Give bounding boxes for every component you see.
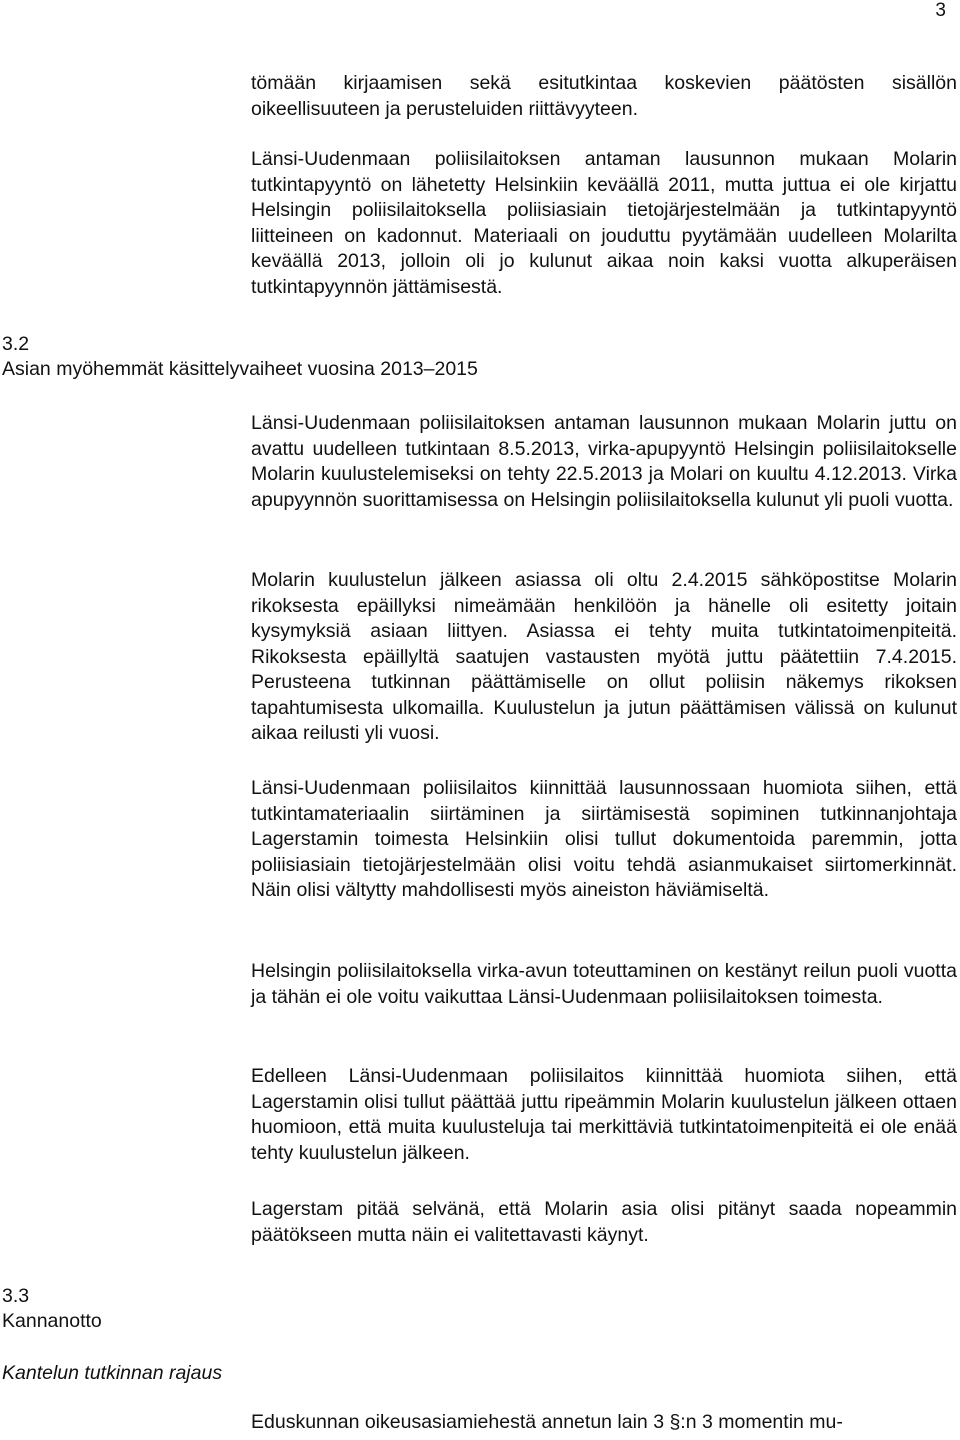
page-number: 3 [935,0,946,21]
paragraph-lagerstam-view: Lagerstam pitää selvänä, että Molarin asia olisi pitänyt saada nopeammin päätökseen mutta näin ei valitettavasti käynyt. [251,1198,957,1246]
section-number-3-3: 3.3 [2,1285,30,1307]
paragraph-reopened-investigation: Länsi-Uudenmaan poliisilaitoksen antaman lausunnon mukaan Molarin juttu on avattu uudelleen tutkintaan 8.5.2013, virka-apupyyntö Helsingin poliisilaitokselle Molarin kuulustelemiseksi on tehty 22.5.2013 ja Molari on kuultu 4.12.2013. Virka apupyynnön suorittamisessa on Helsingin poliisilaitoksella kulunut yli puoli vuotta. [251,412,957,511]
section-title-3-3: Kannanotto [2,1310,102,1332]
subheading-complaint-scope: Kantelun tutkinnan rajaus [2,1362,223,1384]
paragraph-ombudsman-act: Eduskunnan oikeusasiamiehestä annetun lain 3 §:n 3 momentin mu- [251,1411,843,1433]
paragraph-lansi-uusimaa-statement: Länsi-Uudenmaan poliisilaitoksen antaman lausunnon mukaan Molarin tutkintapyyntö on lähetetty Helsinkiin keväällä 2011, mutta juttua ei ole kirjattu Helsingin poliisilaitoksella poliisiasiain tietojärjestelmään ja tutkintapyyntö liitteineen on kadonnut. Materiaali on jouduttu pyytämään uudelleen Molarilta keväällä 2013, jolloin oli jo kulunut aikaa noin kaksi vuotta alkuperäisen tutkintapyynnön jättämisestä. [251,148,957,298]
paragraph-lagerstam-remark: Edelleen Länsi-Uudenmaan poliisilaitos kiinnittää huomiota siihen, että Lagerstamin olisi tullut päättää juttu ripeämmin Molarin kuulustelun jälkeen ottaen huomioon, että muita kuulusteluja tai merkittäviä tutkintatoimenpiteitä ei ole enää tehty kuulustelun jälkeen. [251,1065,957,1164]
section-title-3-2: Asian myöhemmät käsittelyvaiheet vuosina 2013–2015 [2,358,478,380]
section-number-3-2: 3.2 [2,333,30,355]
paragraph-intro-continuation: tömään kirjaamisen sekä esitutkintaa koskevien päätösten sisällön oikeellisuuteen ja perusteluiden riittävyyteen. [251,72,957,120]
paragraph-documentation-remark: Länsi-Uudenmaan poliisilaitos kiinnittää lausunnossaan huomiota siihen, että tutkintamateriaalin siirtäminen ja siirtämisestä sopiminen tutkinnanjohtaja Lagerstamin toimesta Helsinkiin olisi tullut dokumentoida paremmin, jotta poliisiasiain tietojärjestelmään olisi voitu tehdä asianmukaiset siirtomerkinnät. Näin olisi vältytty mahdollisesti myös aineiston häviämiseltä. [251,777,957,901]
paragraph-helsinki-assistance: Helsingin poliisilaitoksella virka-avun toteuttaminen on kestänyt reilun puoli vuotta ja tähän ei ole voitu vaikuttaa Länsi-Uudenmaan poliisilaitoksen toimesta. [251,960,957,1008]
paragraph-after-interrogation: Molarin kuulustelun jälkeen asiassa oli oltu 2.4.2015 sähköpostitse Molarin rikoksesta epäillyksi nimeämään henkilöön ja hänelle oli esitetty joitain kysymyksiä asiaan liittyen. Asiassa ei tehty muita tutkintatoimenpiteitä. Rikoksesta epäillyltä saatujen vastausten myötä juttu päätettiin 7.4.2015. Perusteena tutkinnan päättämiselle on ollut poliisin näkemys rikoksen tapahtumisesta ulkomailla. Kuulustelun ja jutun päättämisen välissä on kulunut aikaa reilusti yli vuosi. [251,569,957,744]
